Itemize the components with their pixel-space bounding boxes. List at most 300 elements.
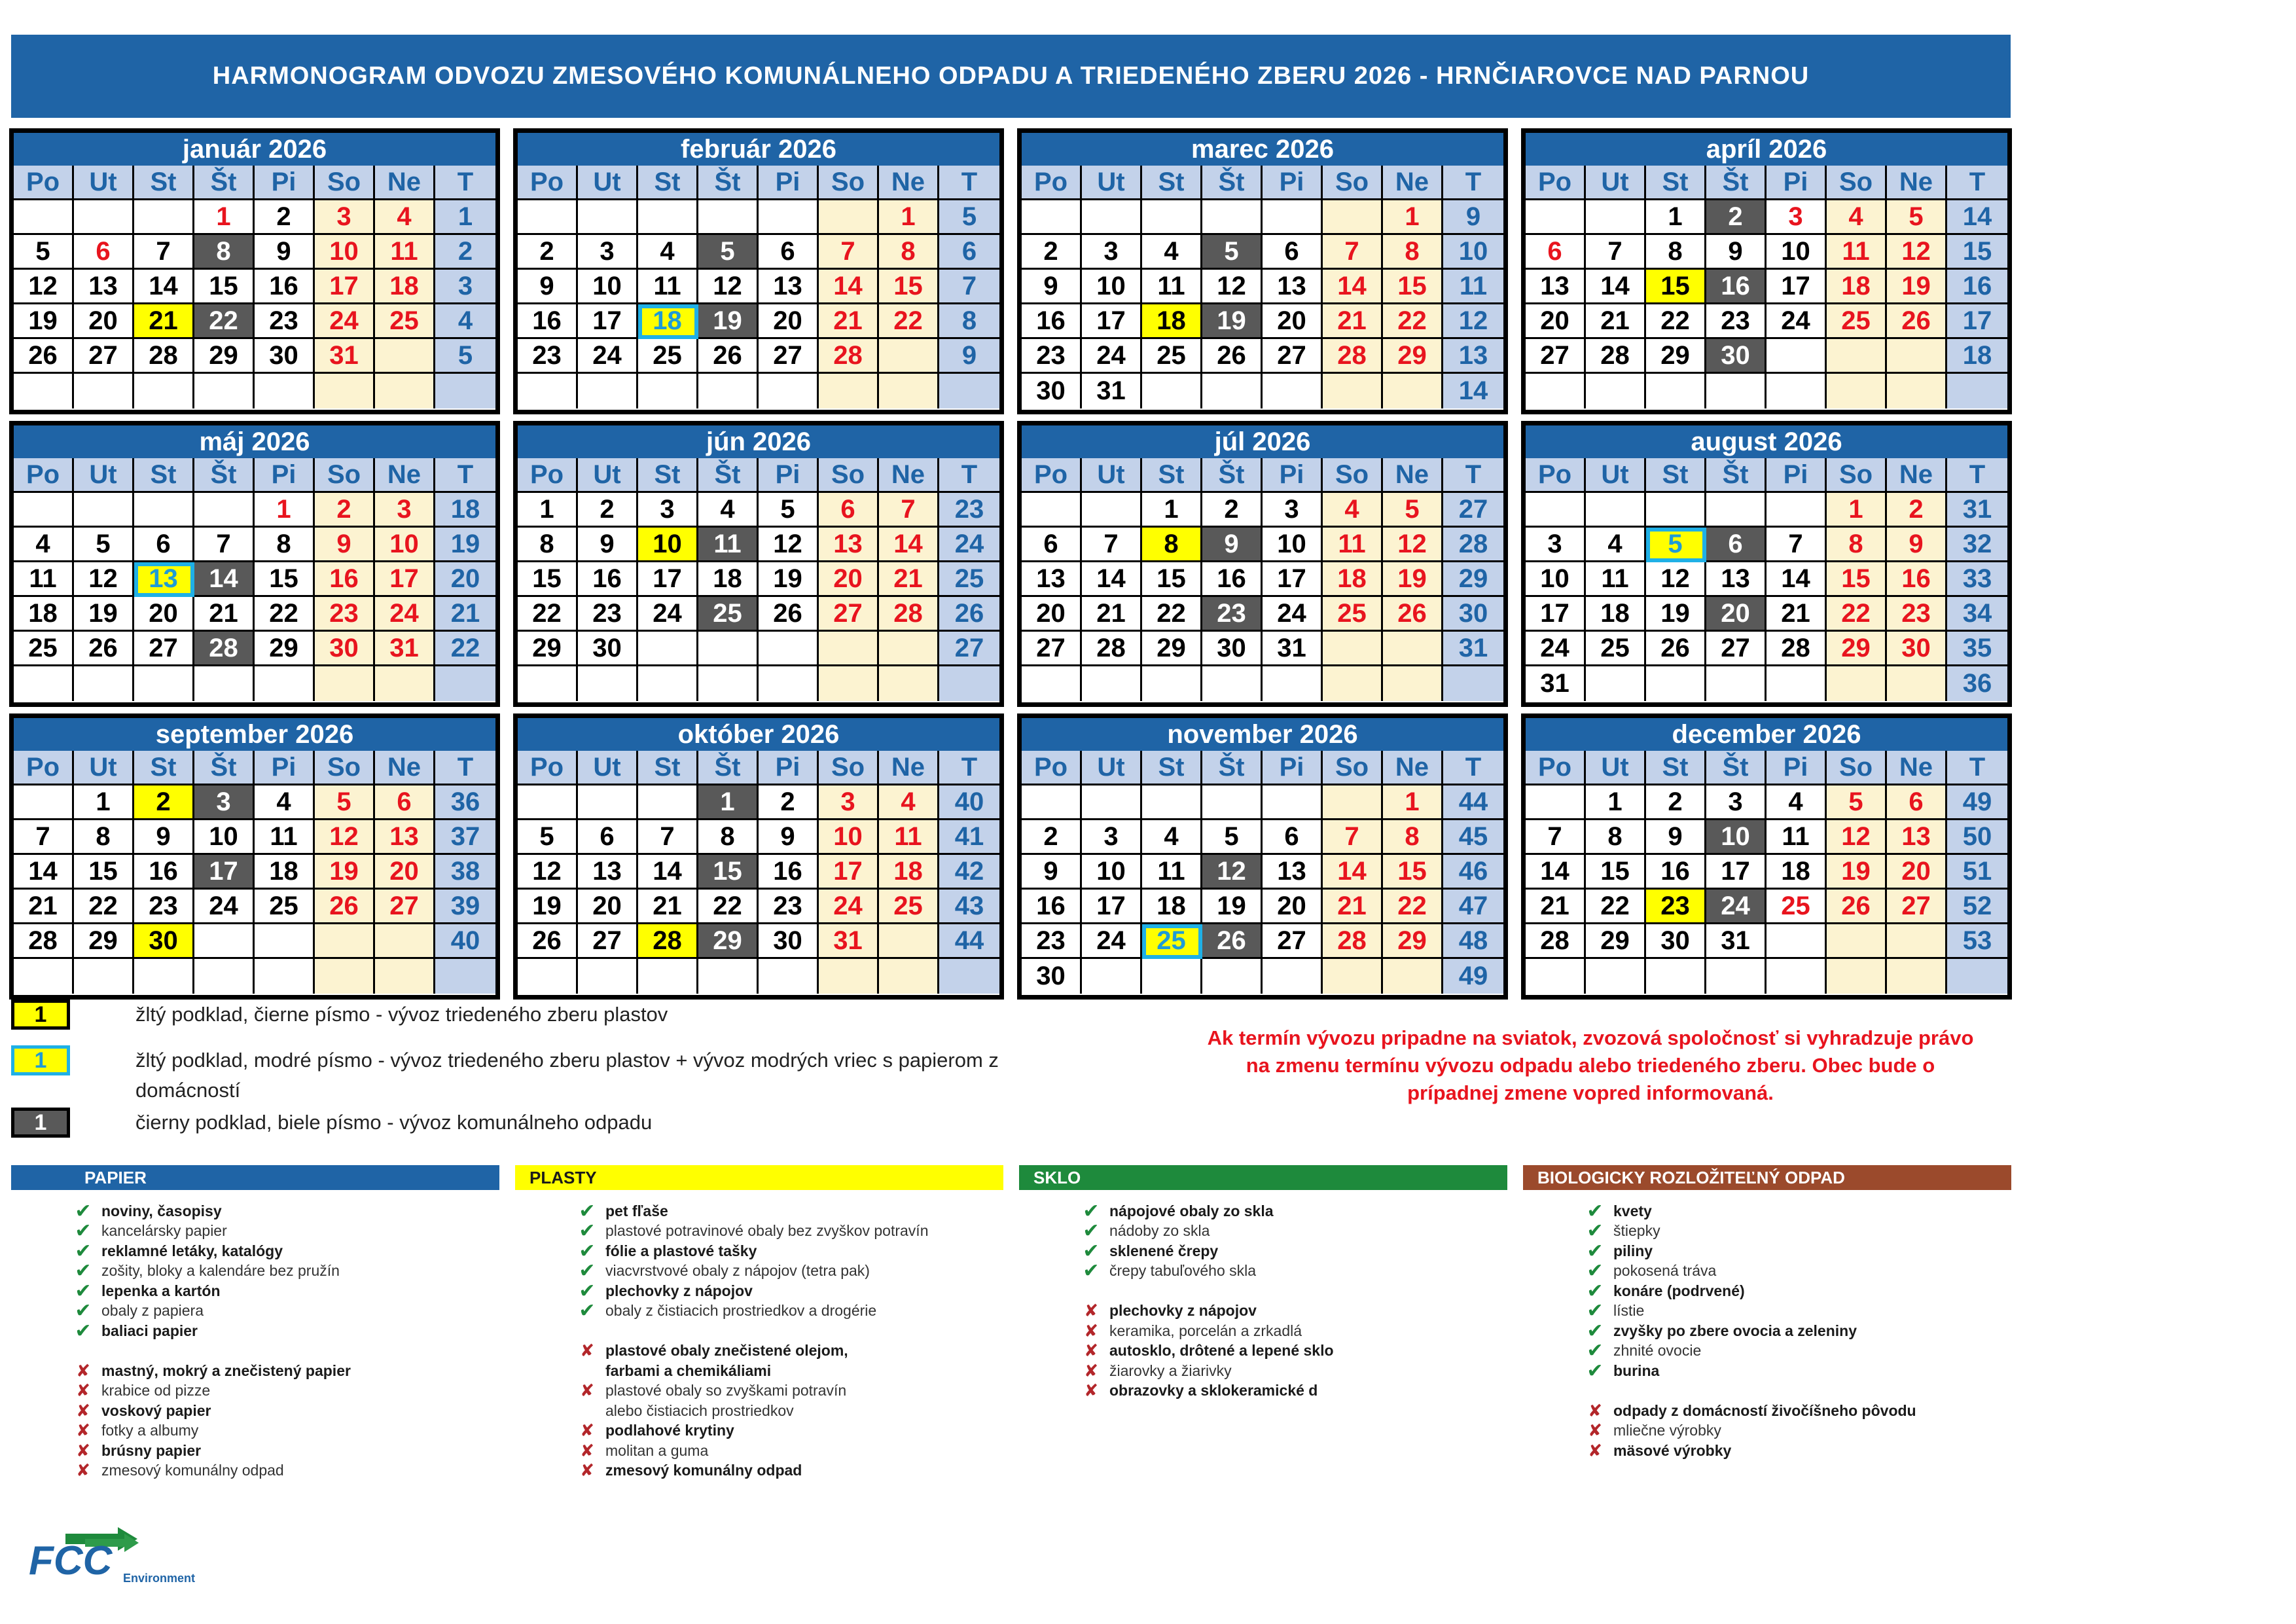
day-cell: 25 bbox=[879, 890, 939, 924]
day-cell bbox=[1586, 200, 1646, 235]
week-number: 30 bbox=[1443, 597, 1503, 632]
day-header: Pi bbox=[1767, 166, 1827, 200]
day-cell: 29 bbox=[518, 632, 578, 666]
category-header: PLASTY bbox=[515, 1165, 1003, 1190]
day-cell: 5 bbox=[1646, 528, 1706, 562]
day-cell: 14 bbox=[819, 270, 879, 304]
item-label: podlahové krytiny bbox=[605, 1422, 734, 1439]
week-number: 49 bbox=[1443, 959, 1503, 994]
day-cell: 6 bbox=[759, 235, 819, 270]
day-cell: 17 bbox=[194, 855, 255, 890]
week-number: 29 bbox=[1443, 562, 1503, 597]
day-cell: 26 bbox=[1383, 597, 1443, 632]
day-cell bbox=[1827, 924, 1887, 959]
day-cell: 27 bbox=[74, 339, 134, 374]
day-cell bbox=[819, 200, 879, 235]
day-cell bbox=[74, 200, 134, 235]
day-cell: 10 bbox=[1767, 235, 1827, 270]
day-cell bbox=[375, 959, 435, 994]
cross-icon: ✘ bbox=[1084, 1380, 1098, 1401]
day-header: St bbox=[134, 751, 194, 785]
day-cell: 1 bbox=[1646, 200, 1706, 235]
legend-row bbox=[11, 1045, 999, 1102]
day-cell: 28 bbox=[638, 924, 698, 959]
day-header: Ut bbox=[578, 458, 638, 493]
day-header: Pi bbox=[1263, 166, 1323, 200]
week-number bbox=[939, 374, 999, 408]
item-label: plechovky z nápojov bbox=[605, 1282, 753, 1299]
month-calendar bbox=[1017, 128, 1508, 414]
week-number: 40 bbox=[435, 924, 495, 959]
day-cell bbox=[578, 374, 638, 408]
day-cell bbox=[194, 666, 255, 701]
day-cell: 7 bbox=[1082, 528, 1142, 562]
category-item bbox=[1582, 1361, 2066, 1381]
day-cell: 20 bbox=[1887, 855, 1947, 890]
day-cell: 11 bbox=[1142, 270, 1202, 304]
day-cell bbox=[1323, 374, 1383, 408]
day-cell bbox=[375, 374, 435, 408]
category-header: BIOLOGICKY ROZLOŽITEĽNÝ ODPAD bbox=[1523, 1165, 2011, 1190]
day-cell: 7 bbox=[1526, 820, 1586, 855]
day-cell: 21 bbox=[1526, 890, 1586, 924]
day-cell bbox=[1323, 666, 1383, 701]
day-cell bbox=[759, 666, 819, 701]
day-cell: 25 bbox=[1142, 339, 1202, 374]
item-label: alebo čistiacich prostriedkov bbox=[605, 1401, 794, 1419]
week-number: 39 bbox=[435, 890, 495, 924]
day-cell: 12 bbox=[14, 270, 74, 304]
day-header: T bbox=[939, 166, 999, 200]
day-cell bbox=[638, 200, 698, 235]
day-cell bbox=[1646, 374, 1706, 408]
item-label: plechovky z nápojov bbox=[1109, 1302, 1257, 1320]
cross-icon: ✘ bbox=[1588, 1440, 1602, 1460]
week-number: 31 bbox=[1443, 632, 1503, 666]
day-cell: 24 bbox=[1263, 597, 1323, 632]
category-item bbox=[574, 1341, 1058, 1362]
day-cell bbox=[1526, 959, 1586, 994]
day-cell bbox=[759, 959, 819, 994]
day-cell bbox=[1323, 959, 1383, 994]
day-cell: 19 bbox=[1827, 855, 1887, 890]
category-item bbox=[1582, 1341, 2066, 1362]
day-header: St bbox=[134, 458, 194, 493]
day-header: So bbox=[819, 458, 879, 493]
day-cell: 3 bbox=[638, 493, 698, 528]
item-label: piliny bbox=[1613, 1242, 1653, 1259]
day-header: T bbox=[1947, 751, 2007, 785]
day-cell: 16 bbox=[1887, 562, 1947, 597]
day-cell bbox=[1706, 493, 1767, 528]
day-cell: 2 bbox=[134, 785, 194, 820]
day-cell: 6 bbox=[1526, 235, 1586, 270]
day-header: Pi bbox=[1263, 458, 1323, 493]
day-cell: 15 bbox=[74, 855, 134, 890]
day-header: Ne bbox=[375, 751, 435, 785]
day-cell bbox=[1263, 374, 1323, 408]
day-cell: 8 bbox=[1383, 235, 1443, 270]
day-cell: 10 bbox=[1706, 820, 1767, 855]
day-cell: 25 bbox=[14, 632, 74, 666]
check-icon: ✔ bbox=[579, 1260, 596, 1282]
day-cell bbox=[1082, 785, 1142, 820]
category-list bbox=[574, 1201, 1058, 1481]
day-cell: 16 bbox=[578, 562, 638, 597]
day-header: T bbox=[435, 751, 495, 785]
category-header: SKLO bbox=[1019, 1165, 1507, 1190]
day-cell bbox=[1142, 200, 1202, 235]
item-label: zmesový komunálny odpad bbox=[605, 1462, 802, 1479]
category-item bbox=[1582, 1321, 2066, 1341]
day-header: Pi bbox=[1767, 458, 1827, 493]
day-cell: 15 bbox=[1646, 270, 1706, 304]
week-number: 3 bbox=[435, 270, 495, 304]
day-header: So bbox=[315, 751, 375, 785]
day-header: Po bbox=[1022, 166, 1082, 200]
day-cell: 23 bbox=[1646, 890, 1706, 924]
day-cell bbox=[1142, 959, 1202, 994]
day-cell: 16 bbox=[1022, 304, 1082, 339]
day-cell: 15 bbox=[879, 270, 939, 304]
day-cell: 26 bbox=[14, 339, 74, 374]
day-header: Po bbox=[1526, 751, 1586, 785]
item-label: konáre (podrvené) bbox=[1613, 1282, 1745, 1299]
week-number: 25 bbox=[939, 562, 999, 597]
day-header: St bbox=[638, 166, 698, 200]
day-cell bbox=[1586, 493, 1646, 528]
week-number: 27 bbox=[1443, 493, 1503, 528]
category-item bbox=[70, 1221, 554, 1242]
day-cell: 28 bbox=[879, 597, 939, 632]
day-cell: 7 bbox=[638, 820, 698, 855]
day-cell: 15 bbox=[194, 270, 255, 304]
week-number bbox=[1947, 959, 2007, 994]
day-cell bbox=[1526, 785, 1586, 820]
week-number: 19 bbox=[435, 528, 495, 562]
day-cell: 27 bbox=[1022, 632, 1082, 666]
day-cell: 21 bbox=[134, 304, 194, 339]
day-cell: 8 bbox=[1383, 820, 1443, 855]
cross-icon: ✘ bbox=[76, 1400, 90, 1420]
day-cell: 25 bbox=[698, 597, 759, 632]
day-cell: 2 bbox=[1646, 785, 1706, 820]
day-cell bbox=[1263, 959, 1323, 994]
day-header: Ut bbox=[1082, 166, 1142, 200]
week-number: 41 bbox=[939, 820, 999, 855]
day-cell: 17 bbox=[1767, 270, 1827, 304]
day-header: Pi bbox=[759, 166, 819, 200]
week-number: 37 bbox=[435, 820, 495, 855]
item-label: brúsny papier bbox=[101, 1441, 202, 1459]
day-cell: 8 bbox=[194, 235, 255, 270]
category-item bbox=[574, 1241, 1058, 1261]
day-cell: 22 bbox=[1142, 597, 1202, 632]
week-number: 13 bbox=[1443, 339, 1503, 374]
day-cell: 9 bbox=[1022, 855, 1082, 890]
day-cell: 6 bbox=[1887, 785, 1947, 820]
day-cell: 16 bbox=[255, 270, 315, 304]
day-cell: 12 bbox=[518, 855, 578, 890]
day-cell bbox=[14, 374, 74, 408]
day-cell: 17 bbox=[1526, 597, 1586, 632]
day-cell: 29 bbox=[1383, 924, 1443, 959]
item-label: mastný, mokrý a znečistený papier bbox=[101, 1362, 351, 1379]
month-title: november 2026 bbox=[1022, 718, 1503, 751]
day-cell bbox=[638, 785, 698, 820]
day-cell: 30 bbox=[759, 924, 819, 959]
category-item bbox=[70, 1361, 554, 1381]
day-cell: 22 bbox=[1586, 890, 1646, 924]
day-cell: 17 bbox=[819, 855, 879, 890]
week-number: 47 bbox=[1443, 890, 1503, 924]
day-cell: 26 bbox=[74, 632, 134, 666]
week-number: 43 bbox=[939, 890, 999, 924]
day-cell: 23 bbox=[315, 597, 375, 632]
day-cell: 20 bbox=[578, 890, 638, 924]
legend-row bbox=[11, 1000, 668, 1030]
day-cell bbox=[879, 959, 939, 994]
day-cell: 10 bbox=[194, 820, 255, 855]
day-cell: 29 bbox=[698, 924, 759, 959]
category-item bbox=[1582, 1301, 2066, 1322]
day-header: Po bbox=[518, 166, 578, 200]
category-item bbox=[1582, 1401, 2066, 1421]
day-cell: 29 bbox=[74, 924, 134, 959]
day-cell: 16 bbox=[1706, 270, 1767, 304]
day-cell: 31 bbox=[1526, 666, 1586, 701]
day-cell: 16 bbox=[1202, 562, 1263, 597]
day-cell: 15 bbox=[698, 855, 759, 890]
day-header: T bbox=[1947, 458, 2007, 493]
day-cell: 27 bbox=[759, 339, 819, 374]
check-icon: ✔ bbox=[1083, 1200, 1100, 1222]
month-calendar bbox=[9, 421, 500, 707]
week-number: 18 bbox=[435, 493, 495, 528]
day-cell: 25 bbox=[1323, 597, 1383, 632]
day-cell: 31 bbox=[315, 339, 375, 374]
day-cell: 14 bbox=[1323, 270, 1383, 304]
day-cell bbox=[1526, 200, 1586, 235]
check-icon: ✔ bbox=[1587, 1260, 1604, 1282]
month-calendar bbox=[513, 421, 1004, 707]
day-header: So bbox=[1323, 458, 1383, 493]
day-cell bbox=[1767, 959, 1827, 994]
day-cell: 9 bbox=[255, 235, 315, 270]
day-cell: 11 bbox=[698, 528, 759, 562]
check-icon: ✔ bbox=[75, 1220, 92, 1242]
check-icon: ✔ bbox=[1587, 1340, 1604, 1362]
day-cell: 20 bbox=[819, 562, 879, 597]
day-cell: 18 bbox=[879, 855, 939, 890]
category-item bbox=[574, 1261, 1058, 1282]
item-label: burina bbox=[1613, 1362, 1660, 1379]
day-cell: 13 bbox=[1526, 270, 1586, 304]
day-header: Ne bbox=[1887, 751, 1947, 785]
item-label: molitan a guma bbox=[605, 1441, 709, 1459]
day-cell: 1 bbox=[1827, 493, 1887, 528]
cross-icon: ✘ bbox=[580, 1440, 594, 1460]
month-title: jún 2026 bbox=[518, 425, 999, 458]
day-cell: 25 bbox=[255, 890, 315, 924]
day-cell: 3 bbox=[194, 785, 255, 820]
day-cell: 21 bbox=[1323, 304, 1383, 339]
day-cell: 20 bbox=[1526, 304, 1586, 339]
week-number bbox=[435, 959, 495, 994]
day-cell: 3 bbox=[1082, 820, 1142, 855]
day-cell: 16 bbox=[315, 562, 375, 597]
day-header: Po bbox=[1022, 751, 1082, 785]
day-cell: 28 bbox=[819, 339, 879, 374]
week-number: 46 bbox=[1443, 855, 1503, 890]
week-number: 17 bbox=[1947, 304, 2007, 339]
day-cell: 21 bbox=[879, 562, 939, 597]
item-label: plastové potravinové obaly bez zvyškov potravín bbox=[605, 1222, 929, 1240]
day-cell bbox=[255, 924, 315, 959]
week-number: 44 bbox=[939, 924, 999, 959]
category-item bbox=[1582, 1281, 2066, 1301]
day-cell: 27 bbox=[578, 924, 638, 959]
page-title: HARMONOGRAM ODVOZU ZMESOVÉHO KOMUNÁLNEHO ODPADU A TRIEDENÉHO ZBERU 2026 - HRNČIAROVCE NAD PARNOU bbox=[11, 35, 2011, 118]
check-icon: ✔ bbox=[1083, 1220, 1100, 1242]
day-header: St bbox=[1646, 751, 1706, 785]
day-cell: 18 bbox=[14, 597, 74, 632]
cross-icon: ✘ bbox=[76, 1360, 90, 1380]
day-cell: 14 bbox=[879, 528, 939, 562]
day-cell bbox=[1263, 785, 1323, 820]
week-number bbox=[939, 666, 999, 701]
day-cell bbox=[1887, 374, 1947, 408]
day-cell bbox=[1202, 666, 1263, 701]
day-header: Ut bbox=[1586, 751, 1646, 785]
day-cell: 23 bbox=[1887, 597, 1947, 632]
day-cell: 25 bbox=[1767, 890, 1827, 924]
day-cell: 31 bbox=[1082, 374, 1142, 408]
category-item bbox=[1582, 1241, 2066, 1261]
week-number: 35 bbox=[1947, 632, 2007, 666]
day-cell: 18 bbox=[698, 562, 759, 597]
day-cell: 17 bbox=[638, 562, 698, 597]
day-cell: 27 bbox=[819, 597, 879, 632]
day-cell: 18 bbox=[255, 855, 315, 890]
day-cell bbox=[638, 374, 698, 408]
day-cell: 24 bbox=[1767, 304, 1827, 339]
day-cell bbox=[134, 200, 194, 235]
week-number: 28 bbox=[1443, 528, 1503, 562]
day-cell: 1 bbox=[698, 785, 759, 820]
day-cell: 13 bbox=[1887, 820, 1947, 855]
day-cell bbox=[255, 666, 315, 701]
month-title: január 2026 bbox=[14, 133, 495, 166]
day-header: St bbox=[1142, 751, 1202, 785]
week-number: 9 bbox=[939, 339, 999, 374]
day-cell bbox=[1263, 666, 1323, 701]
day-cell: 7 bbox=[1323, 820, 1383, 855]
day-cell: 11 bbox=[1142, 855, 1202, 890]
day-cell: 27 bbox=[375, 890, 435, 924]
day-header: Ut bbox=[74, 166, 134, 200]
day-header: St bbox=[1142, 166, 1202, 200]
day-cell: 13 bbox=[759, 270, 819, 304]
day-cell: 11 bbox=[1323, 528, 1383, 562]
check-icon: ✔ bbox=[1587, 1320, 1604, 1342]
day-header: T bbox=[1443, 458, 1503, 493]
check-icon: ✔ bbox=[579, 1300, 596, 1322]
week-number: 5 bbox=[435, 339, 495, 374]
day-cell: 22 bbox=[194, 304, 255, 339]
day-cell: 19 bbox=[1887, 270, 1947, 304]
month-title: marec 2026 bbox=[1022, 133, 1503, 166]
category-item bbox=[70, 1421, 554, 1441]
day-header: T bbox=[435, 458, 495, 493]
day-cell: 8 bbox=[1646, 235, 1706, 270]
day-cell bbox=[879, 666, 939, 701]
day-cell bbox=[698, 200, 759, 235]
day-cell: 29 bbox=[1142, 632, 1202, 666]
day-header: Ne bbox=[1383, 751, 1443, 785]
item-label: zmesový komunálny odpad bbox=[101, 1462, 284, 1479]
day-cell bbox=[1383, 632, 1443, 666]
category-item bbox=[1582, 1261, 2066, 1282]
week-number: 22 bbox=[435, 632, 495, 666]
day-cell bbox=[759, 632, 819, 666]
day-cell bbox=[518, 200, 578, 235]
month-title: august 2026 bbox=[1526, 425, 2007, 458]
week-number: 20 bbox=[435, 562, 495, 597]
day-cell: 18 bbox=[1142, 890, 1202, 924]
day-cell: 12 bbox=[1646, 562, 1706, 597]
day-header: Ne bbox=[1383, 166, 1443, 200]
month-title: október 2026 bbox=[518, 718, 999, 751]
day-cell: 19 bbox=[1202, 890, 1263, 924]
category-item bbox=[70, 1381, 554, 1401]
day-cell bbox=[375, 339, 435, 374]
check-icon: ✔ bbox=[579, 1280, 596, 1302]
day-cell: 13 bbox=[819, 528, 879, 562]
day-header: T bbox=[435, 166, 495, 200]
day-cell bbox=[638, 666, 698, 701]
category-item bbox=[1078, 1361, 1562, 1381]
day-cell: 19 bbox=[1646, 597, 1706, 632]
cross-icon: ✘ bbox=[76, 1420, 90, 1441]
day-cell: 28 bbox=[1526, 924, 1586, 959]
week-number: 23 bbox=[939, 493, 999, 528]
day-cell: 10 bbox=[315, 235, 375, 270]
day-cell: 27 bbox=[134, 632, 194, 666]
day-cell: 15 bbox=[255, 562, 315, 597]
legend-text: žltý podklad, modré písmo - vývoz triedeného zberu plastov + vývoz modrých vriec s papierom z domácností bbox=[135, 1049, 999, 1102]
day-cell: 14 bbox=[1526, 855, 1586, 890]
day-cell bbox=[1202, 200, 1263, 235]
day-cell: 17 bbox=[1082, 304, 1142, 339]
day-header: Pi bbox=[1767, 751, 1827, 785]
day-cell bbox=[1526, 374, 1586, 408]
day-cell bbox=[1202, 374, 1263, 408]
week-number: 12 bbox=[1443, 304, 1503, 339]
day-cell bbox=[879, 374, 939, 408]
day-header: Ne bbox=[1887, 166, 1947, 200]
day-cell: 9 bbox=[1022, 270, 1082, 304]
day-cell bbox=[134, 493, 194, 528]
day-header: Št bbox=[698, 751, 759, 785]
logo-sub: Environment bbox=[123, 1572, 196, 1585]
week-number: 27 bbox=[939, 632, 999, 666]
day-cell: 28 bbox=[1586, 339, 1646, 374]
day-header: Ut bbox=[578, 166, 638, 200]
category-item bbox=[574, 1221, 1058, 1242]
day-cell: 26 bbox=[759, 597, 819, 632]
day-cell: 26 bbox=[1202, 339, 1263, 374]
